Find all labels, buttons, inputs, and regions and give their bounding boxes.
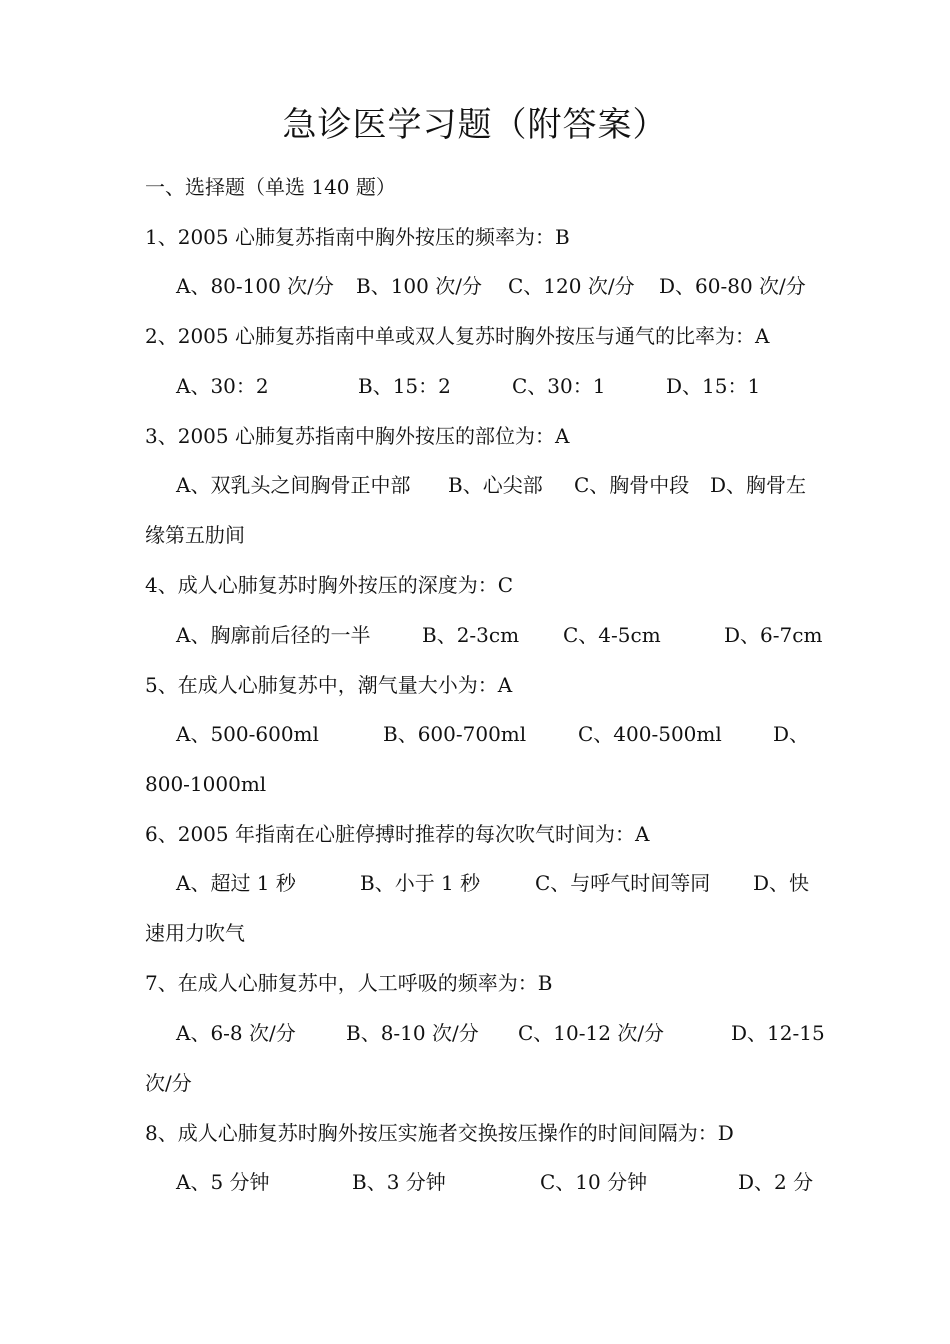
option-c: C、10-12 次/分 [518, 1021, 665, 1045]
option-continuation: 800-1000ml [145, 772, 267, 796]
question-stem: 6、2005 年指南在心脏停搏时推荐的每次吹气时间为：A [145, 822, 650, 846]
option-b: B、2-3cm [422, 623, 520, 647]
option-b: B、小于 1 秒 [360, 871, 481, 895]
section-heading: 一、选择题（单选 140 题） [145, 175, 396, 199]
option-c: C、4-5cm [563, 623, 661, 647]
option-c: C、400-500ml [578, 722, 722, 746]
option-c: C、胸骨中段 [574, 473, 690, 497]
option-d: D、12-15 [731, 1021, 825, 1045]
option-d: D、快 [753, 871, 810, 895]
option-c: C、10 分钟 [540, 1170, 648, 1194]
question-stem: 4、成人心肺复苏时胸外按压的深度为：C [145, 573, 514, 597]
question-stem: 3、2005 心肺复苏指南中胸外按压的部位为：A [145, 424, 570, 448]
document-title: 急诊医学习题（附答案） [282, 105, 668, 145]
option-continuation: 缘第五肋间 [145, 523, 245, 547]
option-a: A、超过 1 秒 [176, 871, 296, 895]
option-continuation: 速用力吹气 [145, 921, 245, 945]
option-d: D、6-7cm [724, 623, 823, 647]
option-b: B、100 次/分 [356, 274, 482, 298]
option-b: B、心尖部 [448, 473, 543, 497]
question-stem: 5、在成人心肺复苏中，潮气量大小为：A [145, 673, 513, 697]
question-stem: 1、2005 心肺复苏指南中胸外按压的频率为：B [145, 225, 570, 249]
option-a: A、80-100 次/分 [176, 274, 334, 298]
option-b: B、600-700ml [383, 722, 527, 746]
option-c: C、30：1 [512, 374, 606, 398]
option-d: D、 [773, 722, 810, 746]
option-a: A、6-8 次/分 [176, 1021, 296, 1045]
option-continuation: 次/分 [145, 1071, 192, 1095]
question-stem: 8、成人心肺复苏时胸外按压实施者交换按压操作的时间间隔为：D [145, 1121, 734, 1145]
option-b: B、3 分钟 [352, 1170, 446, 1194]
option-b: B、8-10 次/分 [346, 1021, 479, 1045]
option-c: C、120 次/分 [508, 274, 635, 298]
option-b: B、15：2 [358, 374, 451, 398]
option-d: D、15：1 [666, 374, 761, 398]
option-d: D、2 分 [738, 1170, 814, 1194]
option-a: A、500-600ml [176, 722, 319, 746]
option-d: D、胸骨左 [710, 473, 807, 497]
option-a: A、双乳头之间胸骨正中部 [176, 473, 411, 497]
option-a: A、5 分钟 [176, 1170, 270, 1194]
option-d: D、60-80 次/分 [659, 274, 806, 298]
question-stem: 7、在成人心肺复苏中，人工呼吸的频率为：B [145, 971, 553, 995]
question-stem: 2、2005 心肺复苏指南中单或双人复苏时胸外按压与通气的比率为：A [145, 324, 770, 348]
option-a: A、胸廓前后径的一半 [176, 623, 371, 647]
option-c: C、与呼气时间等同 [535, 871, 711, 895]
option-a: A、30：2 [176, 374, 269, 398]
